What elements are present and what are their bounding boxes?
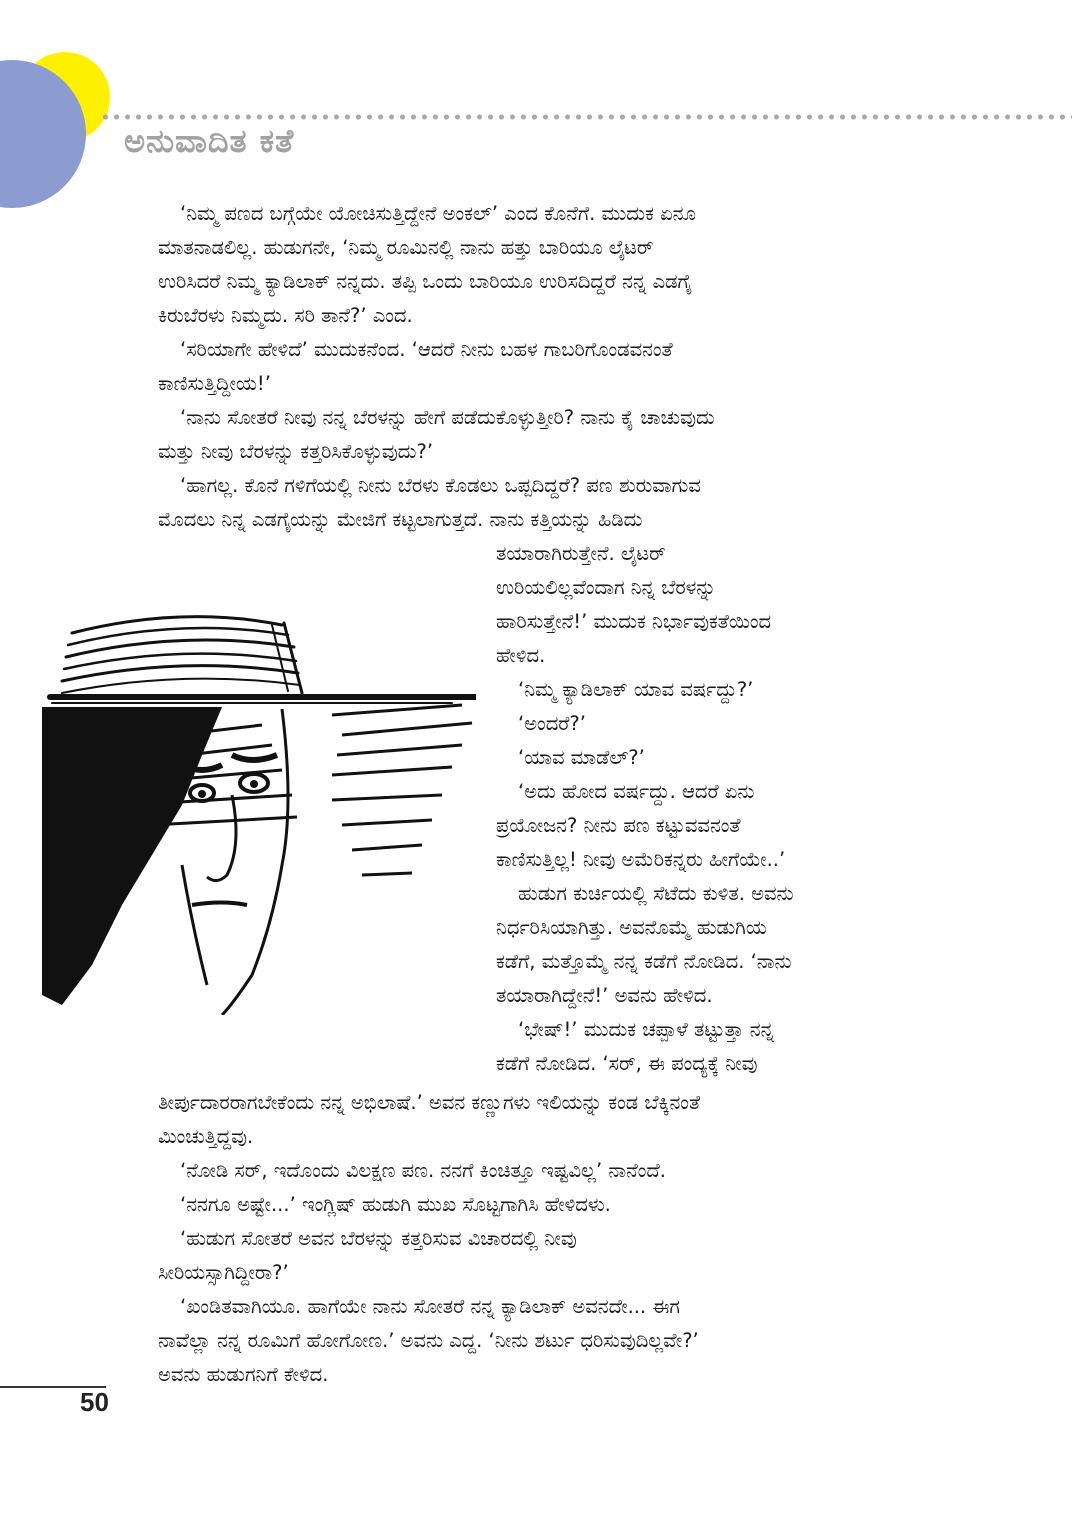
text-line: ಕಡೆಗೆ ನೋಡಿದ. ‘ಸರ್, ಈ ಪಂದ್ಯಕ್ಕೆ ನೀವು — [496, 1052, 758, 1075]
text-line: ‘ನಾನು ಸೋತರೆ ನೀವು ನನ್ನ ಬೆರಳನ್ನು ಹೇಗೆ ಪಡೆದುಕೊಳ್ಳುತ್ತೀರಿ? ನಾನು ಕೈ ಚಾಚುವುದು — [180, 406, 715, 429]
text-line: ತಯಾರಾಗಿರುತ್ತೇನೆ. ಲೈಟರ್ — [496, 542, 666, 565]
text-line: ‘ಹಾಗಲ್ಲ. ಕೊನೆ ಗಳಿಗೆಯಲ್ಲಿ ನೀನು ಬೆರಳು ಕೊಡಲು ಒಪ್ಪದಿದ್ದರೆ? ಪಣ ಶುರುವಾಗುವ — [180, 474, 701, 497]
text-line: ಕಡೆಗೆ, ಮತ್ತೊಮ್ಮೆ ನನ್ನ ಕಡೆಗೆ ನೋಡಿದ. ‘ನಾನು — [496, 950, 792, 973]
text-line: ಉರಿಸಿದರೆ ನಿಮ್ಮ ಕ್ಯಾಡಿಲಾಕ್ ನನ್ನದು. ತಪ್ಪಿ ಒಂದು ಬಾರಿಯೂ ಉರಿಸದಿದ್ದರೆ ನನ್ನ ಎಡಗೈ — [158, 270, 693, 293]
text-line: ‘ನೋಡಿ ಸರ್, ಇದೊಂದು ವಿಲಕ್ಷಣ ಪಣ. ನನಗೆ ಕಿಂಚಿತ್ತೂ ಇಷ್ಟವಿಲ್ಲ’ ನಾನೆಂದೆ. — [180, 1159, 666, 1182]
story-text-bottom — [158, 1086, 918, 1392]
text-line: ‘ನಿಮ್ಮ ಪಣದ ಬಗ್ಗೆಯೇ ಯೋಚಿಸುತ್ತಿದ್ದೇನೆ ಅಂಕಲ್’ ಎಂದ ಕೊನೆಗೆ. ಮುದುಕ ಏನೂ — [180, 202, 696, 225]
section-title: ಅನುವಾದಿತ ಕತೆ — [124, 122, 295, 160]
text-line: ‘ಸರಿಯಾಗೇ ಹೇಳಿದೆ’ ಮುದುಕನೆಂದ. ‘ಆದರೆ ನೀನು ಬಹಳ ಗಾಬರಿಗೊಂಡವನಂತೆ — [180, 338, 673, 361]
text-line: ಹೇಳಿದ. — [496, 644, 546, 667]
text-line: ‘ಭೇಷ್!’ ಮುದುಕ ಚಪ್ಪಾಳೆ ತಟ್ಟುತ್ತಾ ನನ್ನ — [518, 1018, 775, 1041]
text-line: ಹುಡುಗ ಕುರ್ಚಿಯಲ್ಲಿ ಸೆಟೆದು ಕುಳಿತ. ಅವನು — [518, 882, 794, 905]
story-text-right-column — [496, 537, 916, 1081]
text-line: ಮೊದಲು ನಿನ್ನ ಎಡಗೈಯನ್ನು ಮೇಜಿಗೆ ಕಟ್ಟಲಾಗುತ್ತದೆ. ನಾನು ಕತ್ತಿಯನ್ನು ಹಿಡಿದು — [158, 508, 643, 531]
text-line: ನಾವೆಲ್ಲಾ ನನ್ನ ರೂಮಿಗೆ ಹೋಗೋಣ.’ ಅವನು ಎದ್ದ. ‘ನೀನು ಶರ್ಟು ಧರಿಸುವುದಿಲ್ಲವೇ?’ — [158, 1329, 699, 1352]
text-line: ತೀರ್ಪುದಾರರಾಗಬೇಕೆಂದು ನನ್ನ ಅಭಿಲಾಷೆ.’ ಅವನ ಕಣ್ಣುಗಳು ಇಲಿಯನ್ನು ಕಂಡ ಬೆಕ್ಕಿನಂತೆ — [158, 1091, 701, 1114]
text-line: ಕಿರುಬೆರಳು ನಿಮ್ಮದು. ಸರಿ ತಾನೆ?’ ಎಂದ. — [158, 304, 413, 327]
text-line: ಮತ್ತು ನೀವು ಬೆರಳನ್ನು ಕತ್ತರಿಸಿಕೊಳ್ಳುವುದು?’ — [158, 440, 434, 463]
story-text-top — [158, 197, 918, 537]
text-line: ಪ್ರಯೋಜನ? ನೀನು ಪಣ ಕಟ್ಟುವವನಂತೆ — [496, 814, 741, 837]
text-line: ಸೀರಿಯಸ್ಸಾಗಿದ್ದೀರಾ?’ — [158, 1261, 289, 1284]
dotted-divider — [100, 113, 1072, 121]
text-line: ಅವನು ಹುಡುಗನಿಗೆ ಕೇಳಿದ. — [158, 1363, 329, 1386]
text-line: ‘ನನಗೂ ಅಷ್ಟೇ...’ ಇಂಗ್ಲಿಷ್ ಹುಡುಗಿ ಮುಖ ಸೊಟ್ಟಗಾಗಿಸಿ ಹೇಳಿದಳು. — [180, 1193, 611, 1216]
text-line: ಮಿಂಚುತ್ತಿದ್ದವು. — [158, 1125, 254, 1148]
text-line: ಹಾರಿಸುತ್ತೇನೆ!’ ಮುದುಕ ನಿರ್ಭಾವುಕತೆಯಿಂದ — [496, 610, 772, 633]
text-line: ತಯಾರಾಗಿದ್ದೇನೆ!’ ಅವನು ಹೇಳಿದ. — [496, 984, 713, 1007]
text-line: ‘ನಿಮ್ಮ ಕ್ಯಾಡಿಲಾಕ್ ಯಾವ ವರ್ಷದ್ದು?’ — [518, 678, 754, 701]
text-line: ಮಾತನಾಡಲಿಲ್ಲ. ಹುಡುಗನೇ, ‘ನಿಮ್ಮ ರೂಮಿನಲ್ಲಿ ನಾನು ಹತ್ತು ಬಾರಿಯೂ ಲೈಟರ್ — [158, 236, 654, 259]
text-line: ನಿರ್ಧರಿಸಿಯಾಗಿತ್ತು. ಅವನೊಮ್ಮೆ ಹುಡುಗಿಯ — [496, 916, 767, 939]
page-number: 50 — [80, 1387, 109, 1417]
text-line: ಕಾಣಿಸುತ್ತಿದ್ದೀಯ!’ — [158, 372, 271, 395]
text-line: ‘ಅದು ಹೋದ ವರ್ಷದ್ದು. ಆದರೆ ಏನು — [518, 780, 755, 803]
text-line: ‘ಖಂಡಿತವಾಗಿಯೂ. ಹಾಗೆಯೇ ನಾನು ಸೋತರೆ ನನ್ನ ಕ್ಯಾಡಿಲಾಕ್ ಅವನದೇ... ಈಗ — [180, 1295, 680, 1318]
text-line: ‘ಹುಡುಗ ಸೋತರೆ ಅವನ ಬೆರಳನ್ನು ಕತ್ತರಿಸುವ ವಿಚಾರದಲ್ಲಿ ನೀವು — [180, 1227, 577, 1250]
text-line: ಉರಿಯಲಿಲ್ಲವೆಂದಾಗ ನಿನ್ನ ಬೆರಳನ್ನು — [496, 576, 716, 599]
text-line: ಕಾಣಿಸುತ್ತಿಲ್ಲ! ನೀವು ಅಮೆರಿಕನ್ನರು ಹೀಗೆಯೇ..’ — [496, 848, 786, 871]
text-line: ‘ಯಾವ ಮಾಡೆಲ್?’ — [518, 746, 645, 769]
text-line: ‘ಅಂದರೆ?’ — [518, 712, 586, 735]
old-man-hat-illustration — [32, 605, 476, 1015]
